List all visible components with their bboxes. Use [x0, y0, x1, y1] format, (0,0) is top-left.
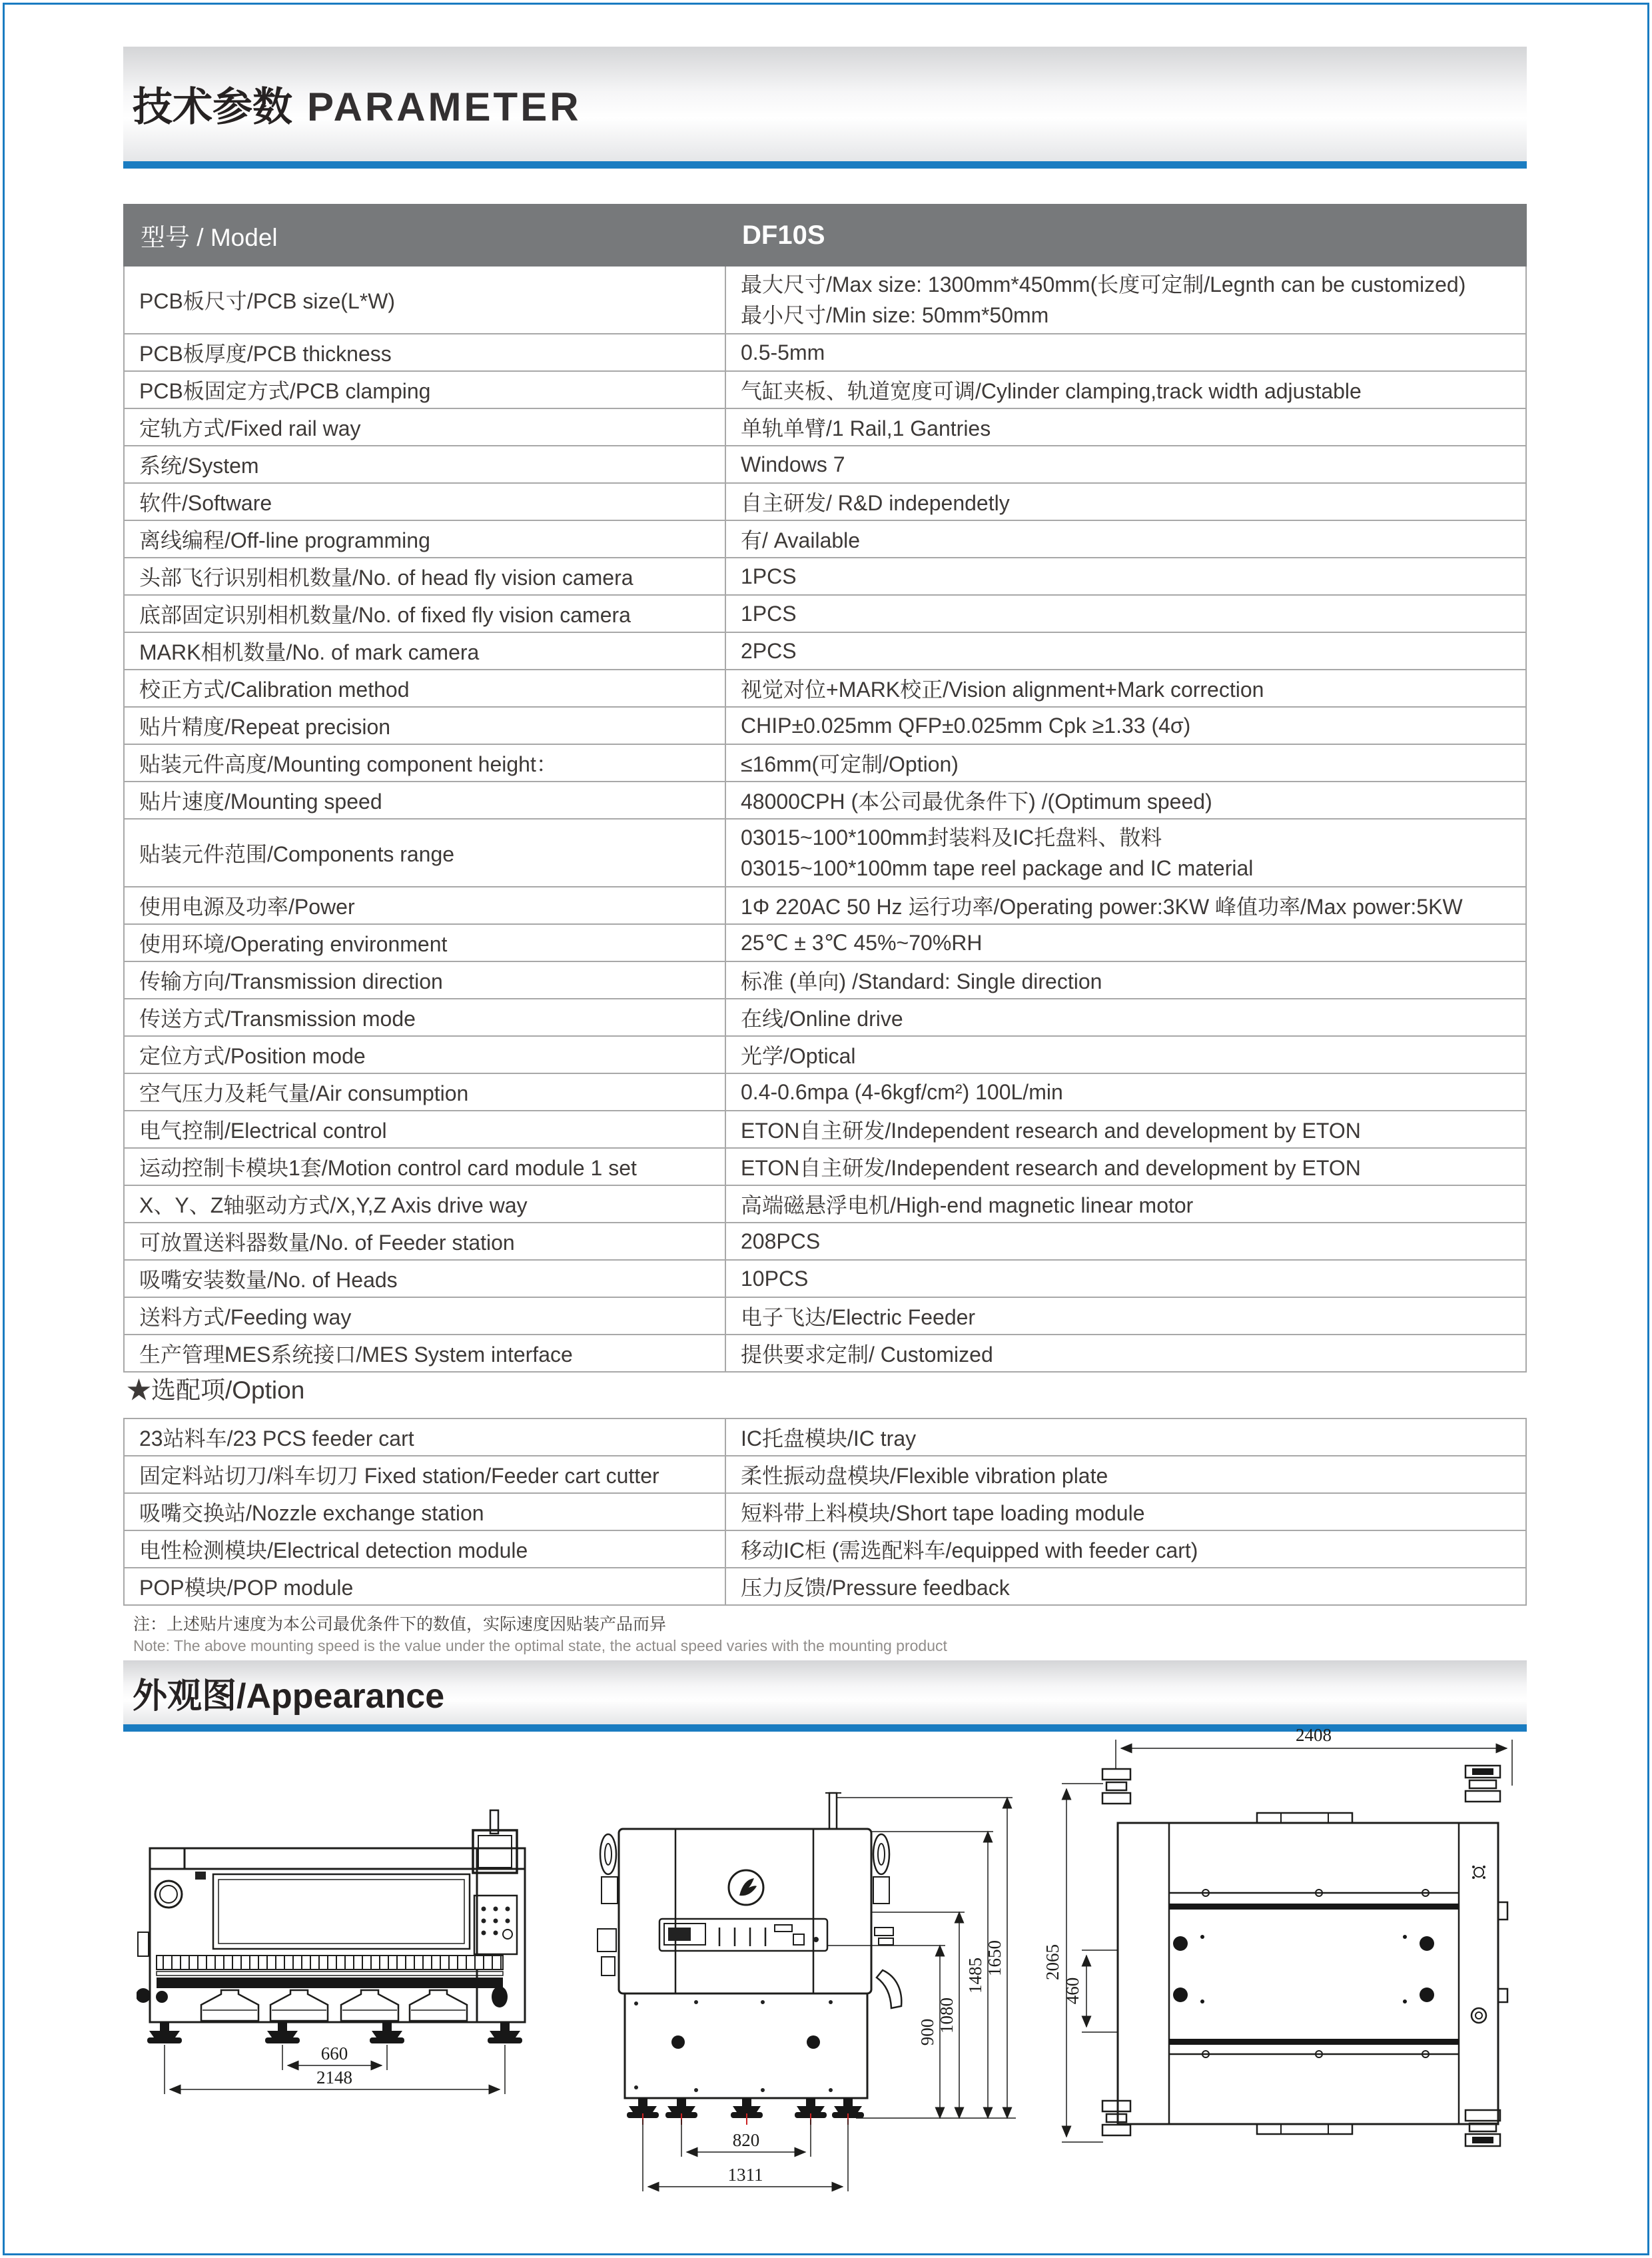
spec-label-cell: 系统/System [124, 446, 725, 483]
table-row [124, 266, 1526, 334]
spec-label-cell: 贴装元件范围/Components range [124, 819, 725, 887]
table-row [124, 819, 1526, 887]
top-mount-holes [1173, 1935, 1434, 2003]
note-line-cn: 注：上述贴片速度为本公司最优条件下的数值，实际速度因贴装产品而异 [133, 1615, 667, 1634]
spec-value-cell: 48000CPH (本公司最优条件下) /(Optimum speed) [725, 782, 1526, 819]
spec-label-cell: 固定料站切刀/料车切刀 Fixed station/Feeder cart cutter [124, 1456, 725, 1493]
top-dim-rail-width: 460 [1062, 1977, 1082, 2005]
accent-line-parameter [123, 161, 1527, 169]
spec-value-cell: 短料带上料模块/Short tape loading module [725, 1493, 1526, 1530]
parameter-title-en: PARAMETER [307, 85, 582, 129]
model-value: DF10S [725, 205, 1526, 266]
table-row [124, 1073, 1526, 1111]
table-row [124, 1036, 1526, 1073]
spec-label-cell: PCB板固定方式/PCB clamping [124, 371, 725, 408]
spec-label-cell: 使用电源及功率/Power [124, 887, 725, 924]
spec-value-line: 最大尺寸/Max size: 1300mm*450mm(长度可定制/Legnth can be customized) [741, 273, 1466, 296]
spec-value-cell: ≤16mm(可定制/Option) [725, 744, 1526, 782]
spec-value-cell: Windows 7 [725, 446, 1526, 483]
spec-value-cell: 2PCS [725, 632, 1526, 670]
table-row [124, 408, 1526, 446]
top-machine-body [1102, 1766, 1507, 2146]
front-dim-feet-span: 660 [320, 2043, 348, 2063]
spec-header-row [124, 205, 1526, 266]
spec-label-cell: 贴装元件高度/Mounting component height： [124, 744, 725, 782]
spec-value-cell: IC托盘模块/IC tray [725, 1418, 1526, 1456]
front-feeder-bins [201, 1990, 467, 2021]
front-feet [147, 2022, 522, 2043]
table-row [124, 1185, 1526, 1223]
parameter-title-cn: 技术参数 [133, 85, 292, 129]
spec-value-line: 03015~100*100mm tape reel package and IC material [741, 856, 1254, 880]
spec-value-line: 最小尺寸/Min size: 50mm*50mm [741, 303, 1049, 327]
spec-label-cell: 软件/Software [124, 483, 725, 520]
spec-value-cell: 电子飞达/Electric Feeder [725, 1297, 1526, 1335]
spec-value-cell: 0.5-5mm [725, 334, 1526, 371]
top-view-drawing [1039, 1702, 1525, 2162]
spec-label-cell: 空气压力及耗气量/Air consumption [124, 1073, 725, 1111]
spec-label-cell: 电性检测模块/Electrical detection module [124, 1530, 725, 1568]
table-row [124, 744, 1526, 782]
front-dim-overall-width: 2148 [316, 2067, 352, 2087]
spec-label-cell: 传送方式/Transmission mode [124, 999, 725, 1036]
spec-label-cell: 定位方式/Position mode [124, 1036, 725, 1073]
spec-value-cell: CHIP±0.025mm QFP±0.025mm Cpk ≥1.33 (4σ) [725, 707, 1526, 744]
front-machine-body [137, 1810, 525, 2022]
front-view-drawing [137, 1796, 536, 2099]
spec-value-cell: 1PCS [725, 595, 1526, 632]
spec-value-cell [725, 819, 1526, 887]
spec-value-cell: 单轨单臂/1 Rail,1 Gantries [725, 408, 1526, 446]
table-row [124, 961, 1526, 999]
table-row [124, 595, 1526, 632]
spec-label-cell: 电气控制/Electrical control [124, 1111, 725, 1148]
table-row [124, 520, 1526, 558]
appearance-title: 外观图/Appearance [133, 1676, 445, 1716]
spec-label-cell: 使用环境/Operating environment [124, 924, 725, 961]
spec-label-cell: 吸嘴交换站/Nozzle exchange station [124, 1493, 725, 1530]
spec-label-cell: 头部飞行识别相机数量/No. of head fly vision camera [124, 558, 725, 595]
spec-label-cell: 可放置送料器数量/No. of Feeder station [124, 1223, 725, 1260]
spec-label-cell: 底部固定识别相机数量/No. of fixed fly vision camera [124, 595, 725, 632]
spec-label-cell: 运动控制卡模块1套/Motion control card module 1 set [124, 1148, 725, 1185]
top-dimensions [1062, 1740, 1512, 2142]
spec-value-cell [725, 266, 1526, 334]
parameter-title [123, 75, 582, 133]
spec-label-cell: 传输方向/Transmission direction [124, 961, 725, 999]
spec-value-cell: 25℃ ± 3℃ 45%~70%RH [725, 924, 1526, 961]
table-row [124, 1493, 1526, 1530]
table-row [124, 446, 1526, 483]
table-row [124, 670, 1526, 707]
top-dim-overall-width: 2408 [1296, 1725, 1332, 1745]
spec-value-cell: 光学/Optical [725, 1036, 1526, 1073]
spec-label-cell: 吸嘴安装数量/No. of Heads [124, 1260, 725, 1297]
table-row [124, 887, 1526, 924]
spec-value-line: 03015~100*100mm封装料及IC托盘料、散料 [741, 826, 1162, 849]
spec-value-cell: 移动IC柜 (需选配料车/equipped with feeder cart) [725, 1530, 1526, 1568]
spec-label-cell: X、Y、Z轴驱动方式/X,Y,Z Axis drive way [124, 1185, 725, 1223]
spec-label-cell: 送料方式/Feeding way [124, 1297, 725, 1335]
table-row [124, 1297, 1526, 1335]
spec-value-cell: 压力反馈/Pressure feedback [725, 1568, 1526, 1605]
spec-value-cell: 0.4-0.6mpa (4-6kgf/cm²) 100L/min [725, 1073, 1526, 1111]
spec-value-cell: 高端磁悬浮电机/High-end magnetic linear motor [725, 1185, 1526, 1223]
side-screws [634, 2000, 833, 2092]
option-section-label: ★选配项/Option [127, 1377, 305, 1404]
side-dim-feet-span: 820 [732, 2130, 760, 2150]
spec-value-cell: 柔性振动盘模块/Flexible vibration plate [725, 1456, 1526, 1493]
table-row [124, 1260, 1526, 1297]
spec-value-cell: 1Φ 220AC 50 Hz 运行功率/Operating power:3KW 峰值功率/Max power:5KW [725, 887, 1526, 924]
spec-value-cell: 在线/Online drive [725, 999, 1526, 1036]
spec-value-cell: 有/ Available [725, 520, 1526, 558]
spec-table [123, 204, 1527, 1373]
spec-value-cell: 10PCS [725, 1260, 1526, 1297]
spec-value-cell: 208PCS [725, 1223, 1526, 1260]
spec-label-cell: 离线编程/Off-line programming [124, 520, 725, 558]
table-row [124, 334, 1526, 371]
table-row [124, 1223, 1526, 1260]
spec-label-cell: 贴片速度/Mounting speed [124, 782, 725, 819]
table-row [124, 1418, 1526, 1456]
spec-label-cell: PCB板厚度/PCB thickness [124, 334, 725, 371]
table-row [124, 924, 1526, 961]
note-line-en: Note: The above mounting speed is the value under the optimal state, the actual speed varies with the mounting product [133, 1637, 947, 1654]
table-row [124, 371, 1526, 408]
spec-value-cell: 自主研发/ R&D independetly [725, 483, 1526, 520]
front-control-buttons [482, 1907, 510, 1936]
spec-label-cell: MARK相机数量/No. of mark camera [124, 632, 725, 670]
spec-label-cell: 23站料车/23 PCS feeder cart [124, 1418, 725, 1456]
side-view-drawing [596, 1776, 1056, 2209]
table-row [124, 1530, 1526, 1568]
parameter-section-header [123, 47, 1527, 161]
table-row [124, 483, 1526, 520]
table-row [124, 558, 1526, 595]
spec-label-cell: 贴片精度/Repeat precision [124, 707, 725, 744]
spec-value-cell: 1PCS [725, 558, 1526, 595]
side-dim-1080: 1080 [937, 1997, 957, 2033]
spec-label-cell: 定轨方式/Fixed rail way [124, 408, 725, 446]
table-row [124, 1335, 1526, 1372]
table-row [124, 632, 1526, 670]
table-row [124, 1568, 1526, 1605]
table-row [124, 707, 1526, 744]
side-feet [627, 2098, 864, 2125]
side-dim-1650: 1650 [985, 1940, 1005, 1976]
spec-label-cell: POP模块/POP module [124, 1568, 725, 1605]
side-dim-900: 900 [917, 2018, 937, 2046]
side-dim-1485: 1485 [965, 1958, 985, 1993]
spec-label-cell: 校正方式/Calibration method [124, 670, 725, 707]
spec-value-cell: 标准 (单向) /Standard: Single direction [725, 961, 1526, 999]
spec-value-cell: 视觉对位+MARK校正/Vision alignment+Mark correction [725, 670, 1526, 707]
table-row [124, 1111, 1526, 1148]
spec-value-cell: ETON自主研发/Independent research and development by ETON [725, 1111, 1526, 1148]
spec-label-cell: 生产管理MES系统接口/MES System interface [124, 1335, 725, 1372]
top-dim-overall-depth: 2065 [1042, 1944, 1062, 1980]
spec-value-cell: 提供要求定制/ Customized [725, 1335, 1526, 1372]
spec-label-cell: PCB板尺寸/PCB size(L*W) [124, 266, 725, 334]
spec-value-cell: ETON自主研发/Independent research and development by ETON [725, 1148, 1526, 1185]
side-dim-overall-depth: 1311 [727, 2165, 763, 2185]
table-row [124, 1456, 1526, 1493]
table-row [124, 1148, 1526, 1185]
spec-value-cell: 气缸夹板、轨道宽度可调/Cylinder clamping,track width adjustable [725, 371, 1526, 408]
table-row [124, 782, 1526, 819]
option-table [123, 1418, 1527, 1606]
model-label: 型号 / Model [124, 205, 725, 266]
table-row [124, 999, 1526, 1036]
